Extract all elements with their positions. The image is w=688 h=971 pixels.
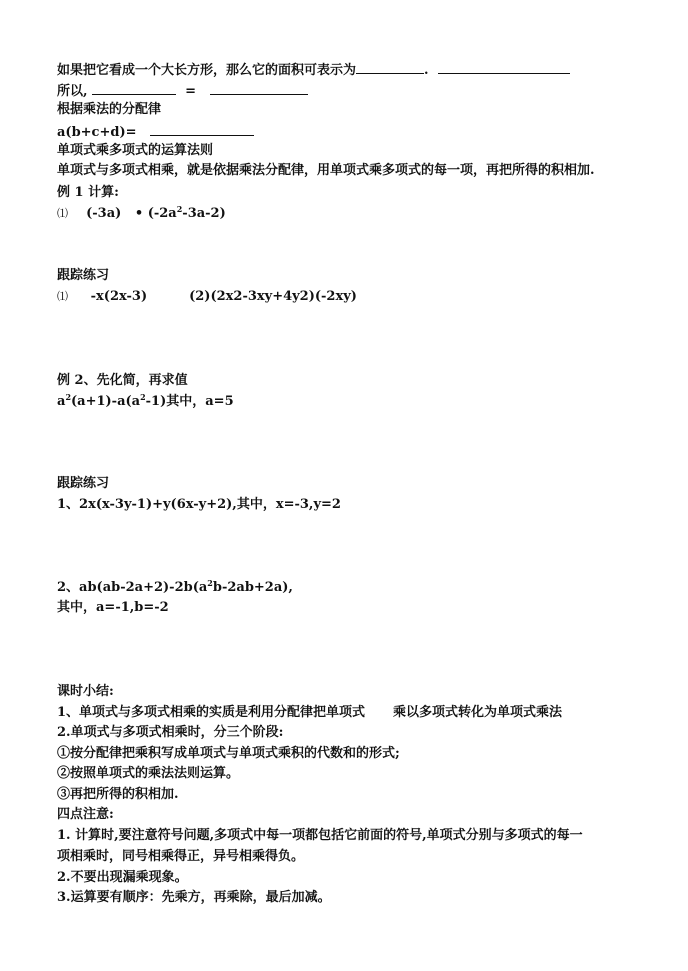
intro-line-therefore (57, 81, 308, 101)
summary-line3: ①按分配律把乘积写成单项式与单项式乘积的代数和的形式; (57, 746, 400, 761)
example2-part3: -1)其中，a=5 (145, 394, 234, 409)
intro-area-text: 如果把它看成一个大长方形，那么它的面积可表示为 (57, 63, 357, 78)
notes-line1: 1. 计算时,要注意符号问题,多项式中每一项都包括它前面的符号,单项式分别与多项式的每一 (57, 828, 583, 843)
example2-exponent2: 2 (140, 392, 146, 402)
example2-part1: a (57, 394, 66, 409)
summary-line2: 2.单项式与多项式相乘时，分三个阶段: (57, 725, 284, 740)
notes-line4: 3.运算要有顺序：先乘方，再乘除，最后加减。 (57, 890, 331, 905)
practice1-number: ⑴ (57, 290, 68, 303)
expr-b-post: -3a-2) (182, 206, 226, 221)
summary-line1 (57, 704, 562, 722)
practice2-item2 (57, 579, 293, 597)
summary-line5: ③再把所得的积相加. (57, 787, 179, 802)
practice2-item2-part2: b-2ab+2a), (212, 580, 293, 595)
example2-problem (57, 393, 234, 411)
distributive-blank[interactable] (150, 122, 254, 136)
practice1-problems (57, 288, 357, 306)
practice2-item2-part1: 2、ab(ab-2a+2)-2b(a (57, 580, 208, 595)
practice2-title: 跟踪练习 (57, 476, 110, 491)
intro-therefore-text: 所以, (57, 84, 88, 99)
area-blank-1[interactable] (356, 60, 424, 74)
therefore-blank-1[interactable] (92, 81, 176, 95)
multiply-dot: • (134, 206, 144, 221)
rule-title: 单项式乘多项式的运算法则 (57, 143, 214, 158)
practice1-item1: -x(2x-3) (90, 289, 148, 304)
notes-line3: 2.不要出现漏乘现象。 (57, 870, 188, 885)
intro-line-area (57, 60, 570, 80)
expr-b-exponent: 2 (176, 204, 183, 214)
example2-part2: (a+1)-a(a (71, 394, 141, 409)
practice2-item2-condition: 其中，a=-1,b=-2 (57, 600, 169, 615)
example2-exponent1: 2 (65, 392, 72, 402)
practice2-item2-exponent: 2 (207, 578, 213, 588)
example1-problem (57, 205, 226, 223)
therefore-blank-2[interactable] (210, 81, 308, 95)
summary-title: 课时小结: (57, 684, 114, 699)
example1-expr-b (148, 206, 226, 221)
summary-line4: ②按照单项式的乘法法则运算。 (57, 766, 240, 781)
practice1-title: 跟踪练习 (57, 268, 110, 283)
summary-line1-a: 1、单项式与多项式相乘的实质是利用分配律把单项式 (57, 705, 366, 720)
expr-b-pre: (-2a (147, 206, 177, 221)
example2-title: 例 2、先化简，再求值 (57, 373, 188, 388)
practice1-item2: (2)(2x2-3xy+4y2)(-2xy) (189, 289, 357, 304)
rule-body: 单项式与多项式相乘，就是依据乘法分配律，用单项式乘多项式的每一项，再把所得的积相加. (57, 163, 595, 178)
area-blank-2[interactable] (438, 60, 570, 74)
example1-title: 例 1 计算: (57, 185, 119, 200)
notes-title: 四点注意: (57, 807, 114, 822)
intro-distributive-heading: 根据乘法的分配律 (57, 102, 162, 117)
distributive-expression: a(b+c+d)= (57, 125, 137, 140)
example1-number: ⑴ (57, 207, 68, 220)
practice2-item1: 1、2x(x-3y-1)+y(6x-y+2),其中，x=-3,y=2 (57, 497, 341, 512)
example1-expr-a: (-3a) (86, 206, 122, 221)
summary-line1-b: 乘以多项式转化为单项式乘法 (393, 705, 563, 720)
intro-equals: = (185, 84, 197, 99)
intro-area-dot: . (424, 63, 429, 78)
intro-distributive-formula (57, 122, 254, 142)
notes-line2: 项相乘时，同号相乘得正，异号相乘得负。 (57, 849, 305, 864)
